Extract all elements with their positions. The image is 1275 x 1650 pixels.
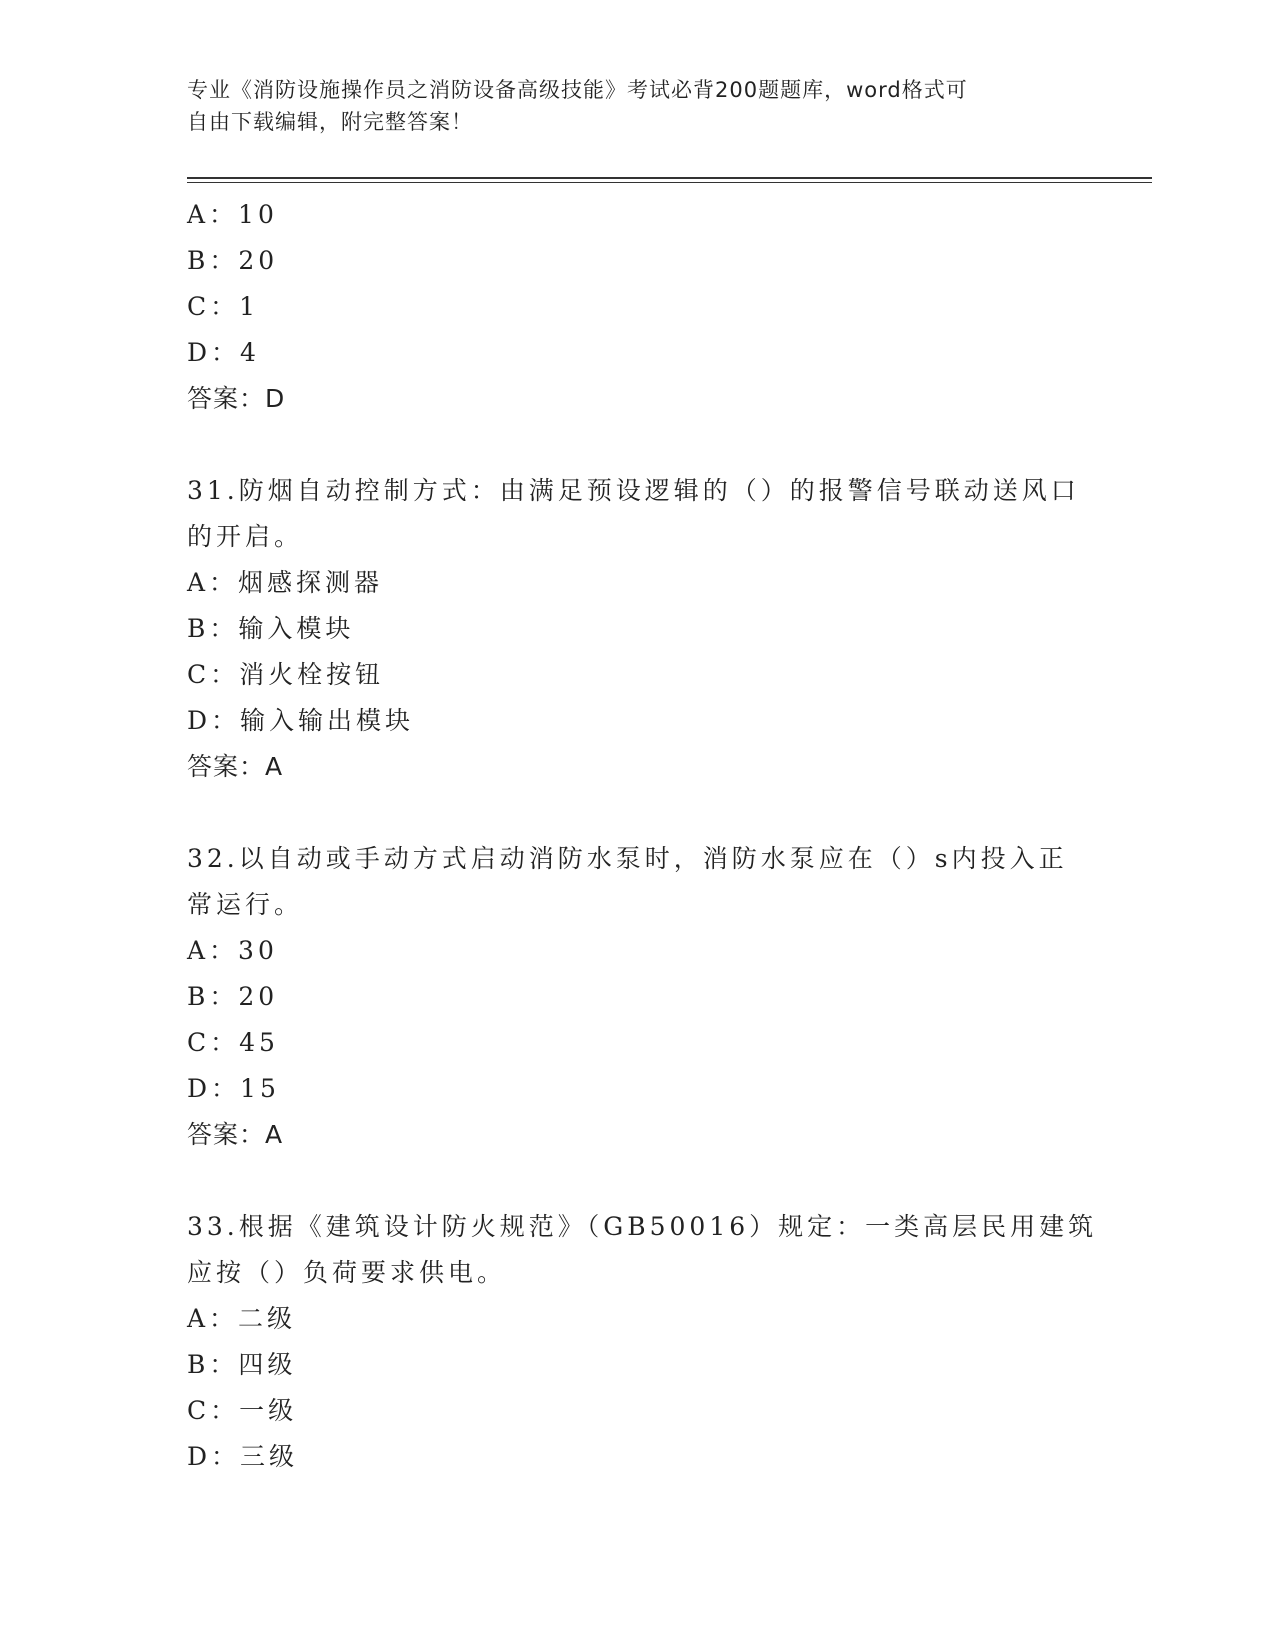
question-block-31 [187,468,1087,790]
option-b: B：20 [187,246,279,275]
option-b: B：四级 [187,1350,297,1379]
header-line-1: 专业《消防设施操作员之消防设备高级技能》考试必背200题题库，word格式可 [187,78,968,102]
question-text-line-1: 33.根据《建筑设计防火规范》（GB50016）规定：一类高层民用建筑 [187,1212,1098,1241]
header-line-2: 自由下载编辑，附完整答案！ [187,110,473,134]
option-d: D：4 [187,338,260,367]
question-block-32 [187,836,1087,1158]
spacer [187,1158,1087,1204]
option-c: C：45 [187,1028,279,1057]
answer-line: 答案：D [187,384,286,413]
header-divider-thin [187,182,1152,183]
option-c: C：一级 [187,1396,298,1425]
spacer [187,422,1087,468]
answer-line: 答案：A [187,752,284,781]
option-c: C：1 [187,292,260,321]
option-c: C：消火栓按钮 [187,660,385,689]
option-b: B：输入模块 [187,614,355,643]
question-text-line-1: 32.以自动或手动方式启动消防水泵时，消防水泵应在（）s内投入正 [187,844,1068,873]
option-b: B：20 [187,982,279,1011]
option-a: A：二级 [187,1304,297,1333]
option-d: D：三级 [187,1442,299,1471]
question-text-line-2: 应按（）负荷要求供电。 [187,1258,507,1287]
question-text-line-2: 的开启。 [187,522,304,551]
question-text-line-1: 31.防烟自动控制方式：由满足预设逻辑的（）的报警信号联动送风口 [187,476,1080,505]
question-text-line-2: 常运行。 [187,890,304,919]
spacer [187,790,1087,836]
question-list [187,192,1098,1480]
option-a: A：烟感探测器 [187,568,384,597]
document-header [187,74,1067,138]
header-divider [187,177,1152,179]
option-a: A：30 [187,936,278,965]
option-a: A：10 [187,200,278,229]
option-d: D：15 [187,1074,280,1103]
answer-line: 答案：A [187,1120,284,1149]
question-block-33 [187,1204,1098,1480]
question-block-30 [187,192,1087,422]
option-d: D：输入输出模块 [187,706,415,735]
